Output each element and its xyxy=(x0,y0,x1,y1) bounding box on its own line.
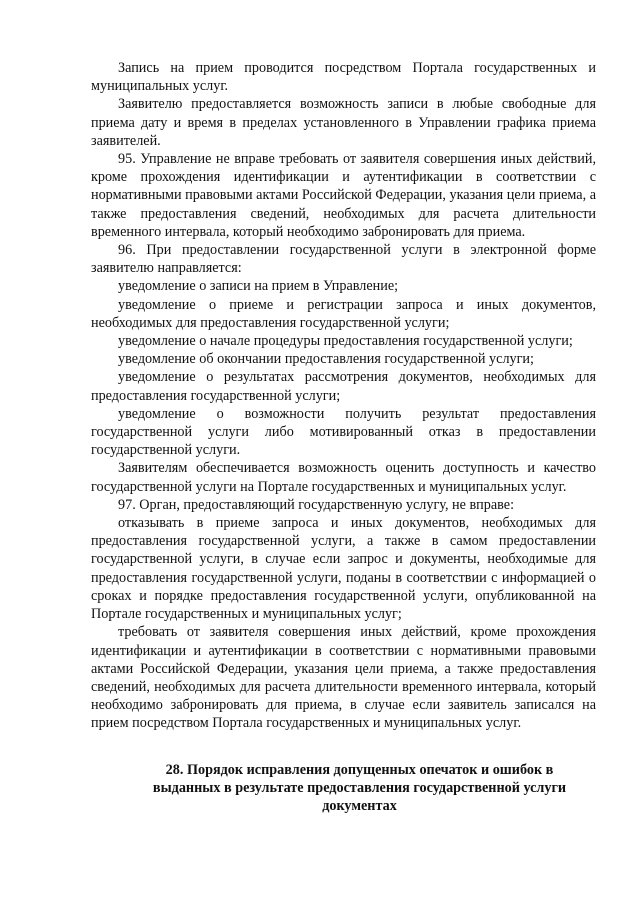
paragraph-13: отказывать в приеме запроса и иных документов, необходимых для предоставления государственной услуги, а также в самом предоставлении государственной услуги, в случае если запрос и документы, необходимые для предоставления государственной услуги, поданы в соответствии с информацией о сроках и порядке предоставления государственной услуги, опубликованной на Портале государственных и муниципальных услуг; xyxy=(91,515,596,623)
paragraph-5: уведомление о записи на прием в Управление; xyxy=(118,278,399,295)
paragraph-12: 97. Орган, предоставляющий государственную услугу, не вправе: xyxy=(118,496,515,513)
paragraph-7: уведомление о начале процедуры предоставления государственной услуги; xyxy=(118,333,573,350)
paragraph-10: уведомление о возможности получить результат предоставления государственной услуги либо мотивированный отказ в предоставлении государственной услуги. xyxy=(91,405,596,459)
paragraph-6: уведомление о приеме и регистрации запроса и иных документов, необходимых для предоставления государственной услуги; xyxy=(91,296,596,331)
document-page xyxy=(91,59,596,816)
paragraph-9: уведомление о результатах рассмотрения документов, необходимых для предоставления государственной услуги; xyxy=(91,369,596,404)
paragraph-2: Заявителю предоставляется возможность записи в любые свободные для приема дату и время в пределах установленного в Управлении графика приема заявителей. xyxy=(91,96,596,149)
paragraph-1: Запись на прием проводится посредством Портала государственных и муниципальных услуг. xyxy=(91,60,596,95)
section-heading: 28. Порядок исправления допущенных опечаток и ошибок в выданных в результате предоставления государственной услуги документах xyxy=(152,761,567,815)
paragraph-11: Заявителям обеспечивается возможность оценить доступность и качество государственной услуги на Портале государственных и муниципальных услуг. xyxy=(91,460,596,495)
paragraph-4: 96. При предоставлении государственной услуги в электронной форме заявителю направляется: xyxy=(91,242,596,277)
paragraph-3: 95. Управление не вправе требовать от заявителя совершения иных действий, кроме прохождения идентификации и аутентификации в соответствии с нормативными правовыми актами Российской Федерации, указания цели приема, а также предоставления сведений, необходимых для расчета длительности временного интервала, который необходимо забронировать для приема. xyxy=(91,151,596,240)
paragraph-8: уведомление об окончании предоставления государственной услуги; xyxy=(118,351,534,368)
paragraph-14: требовать от заявителя совершения иных действий, кроме прохождения идентификации и аутентификации в соответствии с нормативными правовыми актами Российской Федерации, указания цели приема, а также предоставления сведений, необходимых для расчета длительности временного интервала, который необходимо забронировать для приема, в случае если заявитель записался на прием посредством Портала государственных и муниципальных услуг. xyxy=(91,624,596,732)
